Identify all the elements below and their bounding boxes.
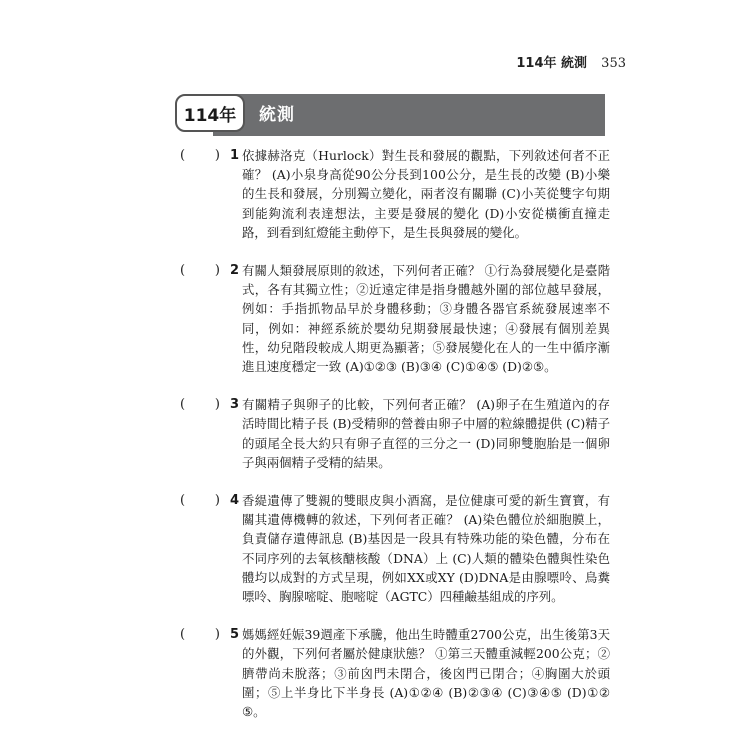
section-title: 統測: [259, 105, 295, 125]
question-text: 香緹遺傳了雙親的雙眼皮與小酒窩，是位健康可愛的新生寶寶，有關其遺傳機轉的敘述，下列何者正確？ (A)染色體位於細胞膜上，負責儲存遺傳訊息 (B)基因是一段具有特殊功能的染色體，分布在不同序列的去氧核醣核酸（DNA）上 (C)人類的體染色體與性染色體均以成對的方式呈現，例如XX或XY (D)DNA是由腺嘌呤、鳥糞嘌呤、胸腺嘧啶、胞嘧啶（AGTC）四種鹼基組成的序列。: [242, 493, 610, 605]
page-number: 353: [601, 56, 626, 71]
question-number: 2: [230, 263, 240, 279]
answer-blank: ( ): [180, 263, 220, 279]
question-list: [180, 146, 610, 740]
question-text: 媽媽經妊娠39週產下承騰，他出生時體重2700公克，出生後第3天的外觀，下列何者屬於健康狀態？ ①第三天體重減輕200公克；②臍帶尚未脫落；③前囟門未閉合，後囟門已閉合；④胸圍大於頭圍；⑤上半身比下半身長 (A)①②④ (B)②③④ (C)③④⑤ (D)①②⑤。: [242, 627, 610, 720]
question-number: 4: [230, 493, 240, 509]
question-text: 有關精子與卵子的比較，下列何者正確？ (A)卵子在生殖道內的存活時間比精子長 (B)受精卵的營養由卵子中層的粒線體提供 (C)精子的頭尾全長大約只有卵子直徑的三分之一 (D)同卵雙胞胎是一個卵子與兩個精子受精的結果。: [242, 397, 610, 470]
question-number: 5: [230, 627, 240, 643]
question-item: [180, 395, 610, 472]
answer-blank: ( ): [180, 397, 220, 413]
answer-blank: ( ): [180, 627, 220, 643]
question-text: 有關人類發展原則的敘述，下列何者正確？ ①行為發展變化是臺階式，各有其獨立性；②近遠定律是指身體越外圍的部位越早發展，例如：手指抓物品早於身體移動；③身體各器官系統發展速率不同，例如：神經系統於嬰幼兒期發展最快速；④發展有個別差異性，幼兒階段較成人期更為顯著；⑤發展變化在人的一生中循序漸進且速度穩定一致 (A)①②③ (B)③④ (C)①④⑤ (D)②⑤。: [242, 263, 610, 375]
question-number: 1: [230, 148, 240, 163]
question-item: [180, 625, 610, 721]
question-text: 依據赫洛克（Hurlock）對生長和發展的觀點，下列敘述何者不正確？ (A)小泉身高從90公分長到100公分，是生長的改變 (B)小樂的生長和發展，分別獨立變化，兩者沒有關聯 (C)小芙從雙字句期到能夠流利表達想法，主要是發展的變化 (D)小安從橫衝直撞走路，到看到紅燈能主動停下，是生長與發展的變化。: [242, 148, 610, 240]
answer-blank: ( ): [180, 148, 220, 163]
year-badge: 114年: [175, 94, 245, 132]
question-item: [180, 146, 610, 242]
running-header-title: 114年 統測: [516, 56, 588, 71]
running-header: [0, 52, 626, 71]
section-banner: [175, 94, 605, 136]
question-item: [180, 491, 610, 606]
answer-blank: ( ): [180, 493, 220, 509]
question-number: 3: [230, 397, 240, 413]
question-item: [180, 261, 610, 376]
